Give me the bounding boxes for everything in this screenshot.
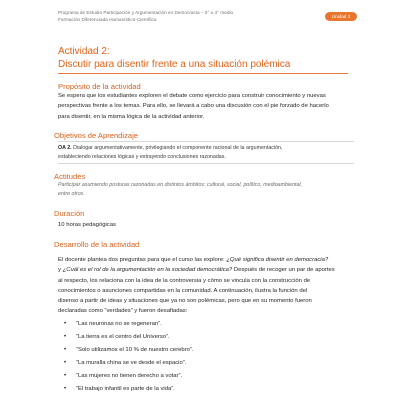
development-line-3: al respecto, los relaciona con la idea de la controversia y cómo se vincula con la construcción de <box>58 278 311 284</box>
purpose-line-1: Se espera que los estudiantes exploren el debate como ejercicio para construir conocimiento y nuevas <box>58 93 326 99</box>
attitude-line-2: entre otros. <box>58 191 85 197</box>
list-item: • “Solo utilizamos el 10 % de nuestro cerebro”. <box>64 347 194 353</box>
objectives-heading: Objetivos de Aprendizaje <box>54 131 139 140</box>
objective-line-2: estableciendo relaciones lógicas y extrayendo conclusiones razonadas. <box>58 154 226 160</box>
objective-code: OA 2. <box>58 145 72 151</box>
bullet-icon: • <box>64 360 67 366</box>
purpose-line-2: perspectivas frente a los temas. Para ello, se llevará a cabo una discusión con el pie forzado de hacerlo <box>58 103 329 109</box>
objective-text-1: Dialogar argumentativamente, privilegiando el componente racional de la argumentación, <box>73 145 283 151</box>
program-subtitle: Formación Diferenciada Humanístico-Científica <box>58 17 157 22</box>
bullet-icon: • <box>64 321 67 327</box>
development-line-5: disenso a partir de ideas y situaciones que ya no son polémicas, pero que en su momento fueron <box>58 298 312 304</box>
activity-title: Actividad 2: <box>58 46 110 57</box>
question-1: ¿Qué significa disentir en democracia? <box>226 257 329 263</box>
list-item: • “Las neuronas no se regeneran”. <box>64 321 162 327</box>
list-item: • “El trabajo infantil es parte de la vida”. <box>64 386 175 392</box>
bullet-icon: • <box>64 347 67 353</box>
duration-value: 10 horas pedagógicas <box>58 222 116 228</box>
objectives-top-rule <box>58 141 354 142</box>
purpose-heading: Propósito de la actividad <box>58 82 141 91</box>
objectives-bottom-rule <box>58 163 354 164</box>
development-heading: Desarrollo de la actividad <box>54 240 140 249</box>
bullet-icon: • <box>64 334 67 340</box>
list-item: • “La tierra es el centro del Universo”. <box>64 334 170 340</box>
title-divider <box>58 73 348 74</box>
development-line-4: conocimientos o asunciones compartidas en la comunidad. A continuación, ilustra la función del <box>58 288 308 294</box>
bullet-icon: • <box>64 373 67 379</box>
attitude-line-1: Participar asumiendo posturas razonadas en distintos ámbitos: cultural, social, político, medioambiental, <box>58 182 303 188</box>
unit-badge: Unidad 3 <box>325 12 357 21</box>
program-title: Programa de Estudio Participación y Argumentación en Democracia – 3° o 4° medio <box>58 10 234 15</box>
development-line-6: declaradas como “verdades” y fueron desafiadas: <box>58 308 188 314</box>
activity-subtitle: Discutir para disentir frente a una situación polémica <box>58 59 291 70</box>
list-item: • “La muralla china se ve desde el espacio”. <box>64 360 187 366</box>
attitudes-heading: Actitudes <box>54 172 86 181</box>
development-line-1: El docente plantea dos preguntas para que el curso las explore: ¿Qué significa disentir en democracia? <box>58 257 329 263</box>
list-item: • “Las mujeres no tienen derecho a votar”. <box>64 373 183 379</box>
objective-line-1 <box>58 145 282 151</box>
myths-list <box>64 321 194 399</box>
development-line-2: y ¿Cuál es el rol de la argumentación en la sociedad democrática? Después de recoger un par de aportes <box>58 267 335 273</box>
purpose-line-3: para disentir, en la misma lógica de la actividad anterior. <box>58 114 205 120</box>
question-2: ¿Cuál es el rol de la argumentación en la sociedad democrática? <box>62 267 233 273</box>
page-header <box>0 0 400 44</box>
duration-heading: Duración <box>54 209 85 218</box>
bullet-icon: • <box>64 386 67 392</box>
